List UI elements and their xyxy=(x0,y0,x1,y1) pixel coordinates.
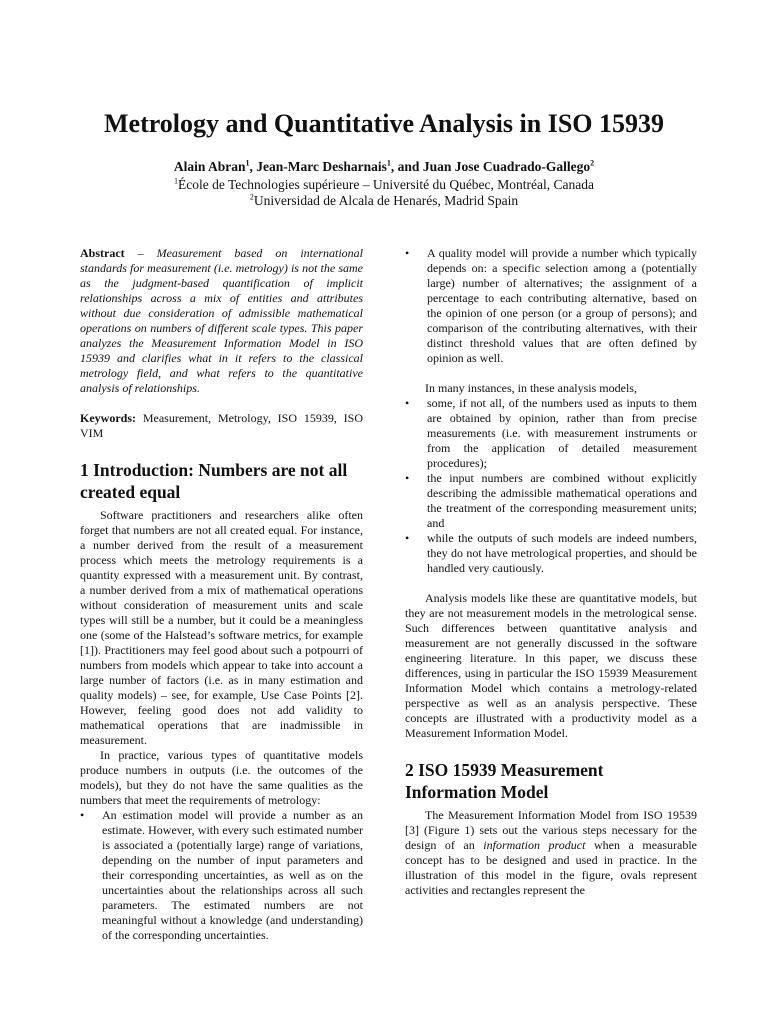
affiliation-marker: 1 xyxy=(173,176,178,186)
affiliation-marker: 1 xyxy=(386,158,391,168)
bullet-list xyxy=(80,808,363,943)
author-line xyxy=(0,158,768,176)
abstract-dash: – xyxy=(124,246,157,260)
bullet-icon: • xyxy=(405,531,410,545)
list-item xyxy=(80,808,363,943)
bullet-icon: • xyxy=(405,471,410,485)
right-column xyxy=(405,246,697,898)
paragraph-text: when a measurable concept has to be designed and used in practice. In the illustration of this model in the figure, ovals represent activities and rectangles represent the xyxy=(405,838,697,897)
author-name: Juan Jose Cuadrado-Gallego xyxy=(422,159,591,174)
paragraph: In practice, various types of quantitative models produce numbers in outputs (i.e. the outcomes of the models), but they do not have the same qualities as the numbers that meet the requirements of metrology: xyxy=(80,748,363,807)
list-item xyxy=(405,396,697,471)
affiliation-2 xyxy=(0,192,768,210)
list-item-text: the input numbers are combined without explicitly describing the admissible mathematical operations and the treatment of the corresponding measurement units; and xyxy=(427,471,697,530)
abstract-label: Abstract xyxy=(80,246,125,260)
keywords-label: Keywords: xyxy=(80,411,136,425)
bullet-icon: • xyxy=(405,396,410,410)
paragraph: Software practitioners and researchers alike often forget that numbers are not all created equal. For instance, a number derived from the result of a measurement process which meets the metrology requirements is a quantity expressed with a measurement unit. By contrast, a number derived from a mix of mathematical operations without consideration of measurement units and scale types will still be a number, but it could be a meaningless one (some of the Halstead’s software metrics, for example [1]). Practitioners may feel good about such a potpourri of numbers from models which appear to take into account a large number of factors (i.e. as in many estimation and quality models) – see, for example, Use Case Points [2]. However, feeling good does not add validity to mathematical operations that are inadmissible in measurement. xyxy=(80,508,363,747)
affiliation-marker: 2 xyxy=(249,192,254,202)
bullet-icon: • xyxy=(405,246,410,260)
emphasized-term: information product xyxy=(483,838,586,852)
list-item xyxy=(405,246,697,366)
section-1-heading: 1 Introduction: Numbers are not all created equal xyxy=(80,460,348,502)
author-name: Alain Abran xyxy=(173,159,246,174)
abstract xyxy=(80,246,363,396)
paragraph: Analysis models like these are quantitative models, but they are not measurement models in the metrological sense. Such differences between quantitative analysis and measurement are not generally discussed in the software engineering literature. In this paper, we discuss these differences, using in particular the ISO 15939 Measurement Information Model which contains a metrology-related perspective as well as an analysis perspective. These concepts are illustrated with a productivity model as a Measurement Information Model. xyxy=(405,591,697,740)
list-item-text: A quality model will provide a number which typically depends on: a specific selection among a (potentially large) number of alternatives; the assignment of a percentage to each contributing alternative, based on the opinion of one person (or a group of persons); and comparison of the contributing alternatives, with their distinct threshold values that are often defined by opinion as well. xyxy=(427,246,697,365)
list-item xyxy=(405,471,697,531)
affiliation-text: Universidad de Alcala de Henarés, Madrid Spain xyxy=(253,193,519,208)
author-name: Jean-Marc Desharnais xyxy=(256,159,387,174)
paper-title: Metrology and Quantitative Analysis in ISO 15939 xyxy=(103,109,665,138)
bullet-list xyxy=(405,246,697,366)
list-item xyxy=(405,531,697,576)
keywords-text: Measurement, Metrology, ISO 15939, ISO VIM xyxy=(80,411,363,440)
list-item-text: some, if not all, of the numbers used as inputs to them are obtained by opinion, rather than from precise measurements (i.e. with measurement instruments or from the application of detailed measurement procedures); xyxy=(427,396,697,470)
affiliation-text: École de Technologies supérieure – Université du Québec, Montréal, Canada xyxy=(177,177,595,192)
keywords xyxy=(80,411,363,441)
author-separator: , and xyxy=(390,159,423,174)
abstract-text: Measurement based on international standards for measurement (i.e. metrology) is not the same as the judgment-based quantification of implicit relationships across a mix of entities and attributes without due consideration of admissible mathematical operations on numbers of different scale types. This paper analyzes the Measurement Information Model in ISO 15939 and clarifies what in it refers to the classical metrology field, and what refers to the quantitative analysis of relationships. xyxy=(80,246,364,395)
list-item-text: An estimation model will provide a number as an estimate. However, with every such estimated number is associated a (potentially large) range of variations, depending on the number of input parameters and their corresponding uncertainties, as well as on the uncertainties about the relationships across all such parameters. The estimated numbers are not meaningful without a knowledge (and understanding) of the corresponding uncertainties. xyxy=(102,808,363,942)
bullet-list xyxy=(405,396,697,576)
section-2-heading: 2 ISO 15939 Measurement Information Model xyxy=(405,760,604,802)
bullet-icon: • xyxy=(80,808,85,822)
affiliation-marker: 1 xyxy=(245,158,250,168)
affiliation-marker: 2 xyxy=(590,158,595,168)
list-item-text: while the outputs of such models are indeed numbers, they do not have metrological properties, and should be handled very cautiously. xyxy=(427,531,697,575)
left-column xyxy=(80,246,363,943)
author-separator: , xyxy=(249,159,257,174)
paragraph xyxy=(405,808,697,898)
paragraph-text: The Measurement Information Model from ISO 19539 [3] (Figure 1) sets out the various steps necessary for the design of an xyxy=(405,808,697,852)
paragraph: In many instances, in these analysis models, xyxy=(425,381,637,395)
